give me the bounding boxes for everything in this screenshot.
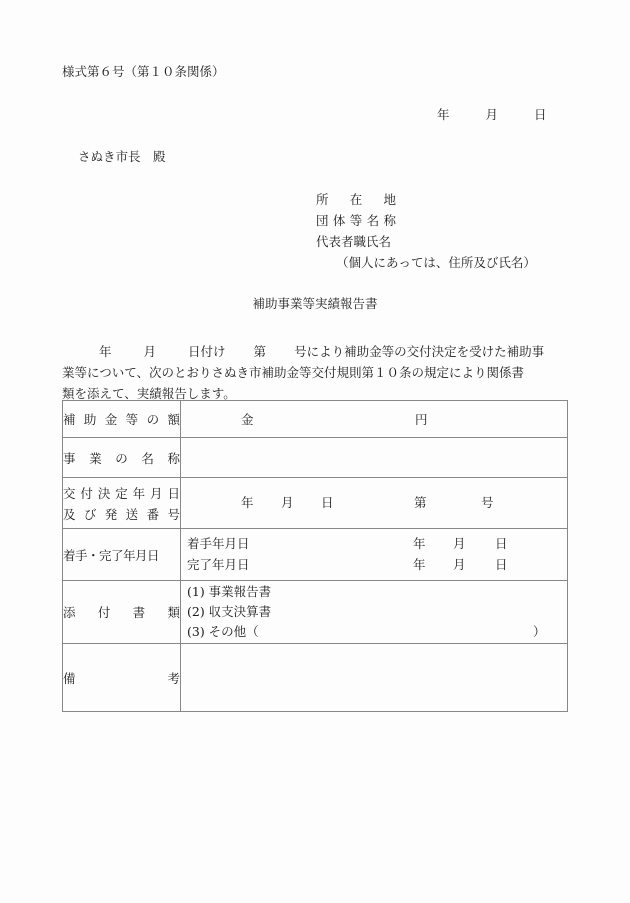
field-project-name[interactable] bbox=[181, 438, 568, 478]
body-line-3: 類を添えて、実績報告します。 bbox=[62, 386, 236, 401]
row-decision-date bbox=[63, 478, 568, 529]
body-line-2: 業等について、次のとおりさぬき市補助金等交付規則第１０条の規定により関係書 bbox=[62, 365, 525, 380]
date-year: 年 bbox=[437, 107, 450, 122]
field-attachments[interactable]: (1) 事業報告書 (2) 収支決算書 (3) その他（ ） bbox=[181, 581, 568, 644]
label-decision-date: 交 付 決 定 年 月 日 及 び 発 送 番 号 bbox=[63, 478, 181, 529]
row-start-end-date bbox=[63, 529, 568, 581]
organization-label: 団 体 等 名 称 bbox=[316, 213, 396, 228]
report-table bbox=[62, 400, 568, 712]
document-title: 補助事業等実績報告書 bbox=[252, 296, 378, 311]
field-decision-date[interactable]: 年 月 日 第 号 bbox=[181, 478, 568, 529]
address-label: 所 在 地 bbox=[316, 192, 396, 207]
label-remarks: 備 考 bbox=[63, 644, 181, 712]
individual-note: （個人にあっては、住所及び氏名） bbox=[336, 255, 536, 270]
row-subsidy-amount bbox=[63, 401, 568, 438]
body-paragraph bbox=[62, 341, 572, 404]
applicant-block bbox=[316, 194, 536, 278]
representative-label: 代表者職氏名 bbox=[316, 234, 392, 249]
attachment-item-1: (1) 事業報告書 bbox=[187, 584, 272, 599]
date-day: 日 bbox=[533, 107, 547, 122]
row-project-name bbox=[63, 438, 568, 478]
form-number: 様式第６号（第１０条関係） bbox=[62, 64, 225, 79]
field-remarks[interactable] bbox=[181, 644, 568, 712]
report-date bbox=[437, 109, 546, 122]
attachment-item-2: (2) 収支決算書 bbox=[187, 604, 272, 619]
attachment-item-3: (3) その他（ bbox=[187, 624, 259, 639]
row-attachments bbox=[63, 581, 568, 644]
field-start-end-date[interactable]: 着手年月日 年 月 日 完了年月日 年 月 日 bbox=[181, 529, 568, 581]
field-subsidy-amount[interactable]: 金 円 bbox=[181, 401, 568, 438]
label-attachments: 添 付 書 類 bbox=[63, 581, 181, 644]
label-start-end-date: 着手・完了年月日 bbox=[63, 529, 181, 581]
date-month: 月 bbox=[485, 107, 498, 122]
label-subsidy-amount: 補 助 金 等 の 額 bbox=[63, 401, 181, 438]
body-line-1: 年 月 日付け 第 号により補助金等の交付決定を受けた補助事 bbox=[99, 344, 545, 359]
label-project-name: 事 業 の 名 称 bbox=[63, 438, 181, 478]
addressee: さぬき市長 殿 bbox=[78, 149, 166, 164]
row-remarks bbox=[63, 644, 568, 712]
